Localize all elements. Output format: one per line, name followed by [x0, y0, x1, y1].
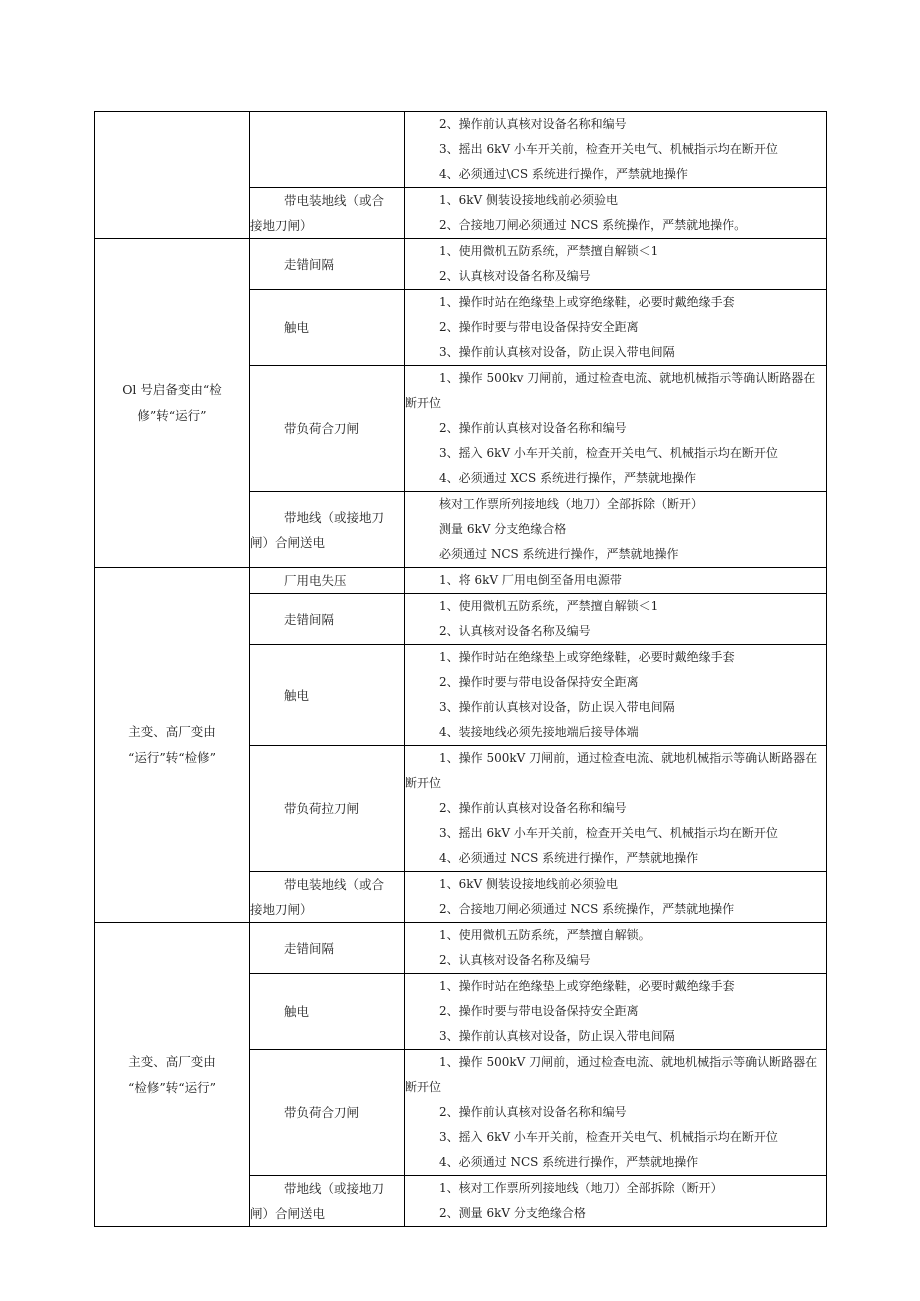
hazard-cell	[250, 1050, 405, 1176]
measure-item: 1、使用微机五防系统，严禁擅自解锁＜1	[439, 244, 659, 258]
hazard-cell	[250, 872, 405, 923]
measures-cell	[405, 645, 827, 746]
measure-item: 1、使用微机五防系统，严禁擅自解锁。	[439, 928, 651, 942]
operation-task-line: 主变、高厂变由	[128, 1053, 216, 1069]
measure-item: 3、摇入 6kV 小车开关前，检查开关电气、机械指示均在断开位	[439, 1130, 778, 1144]
measure-item: 3、操作前认真核对设备，防止误入带电间隔	[439, 1029, 675, 1043]
measure-item: 1、操作时站在绝缘垫上或穿绝缘鞋，必要时戴绝缘手套	[439, 979, 735, 993]
measures-cell	[405, 239, 827, 290]
measures-cell	[405, 746, 827, 872]
measures-cell	[405, 290, 827, 366]
measures-cell	[405, 112, 827, 188]
hazard-cell	[250, 923, 405, 974]
measure-item: 1、操作 500kV 刀闸前，通过检查电流、就地机械指示等确认断路器在断开位	[405, 751, 818, 790]
measure-item: 3、摇入 6kV 小车开关前，检查开关电气、机械指示均在断开位	[439, 446, 778, 460]
hazard-cell	[250, 568, 405, 594]
measure-item: 2、操作前认真核对设备名称和编号	[439, 117, 627, 131]
hazard-cell	[250, 290, 405, 366]
measures-cell	[405, 188, 827, 239]
measure-item: 2、认真核对设备名称及编号	[439, 953, 591, 967]
hazard-label-line: 闸）合闸送电	[250, 1206, 326, 1221]
measures-cell	[405, 366, 827, 492]
hazard-cell	[250, 112, 405, 188]
table-row	[95, 923, 827, 974]
measure-item: 1、将 6kV 厂用电倒至备用电源带	[439, 573, 622, 587]
hazard-measures-table	[94, 111, 827, 1227]
measure-item: 1、操作 500kv 刀闸前，通过检查电流、就地机械指示等确认断路器在断开位	[405, 371, 816, 410]
measure-item: 必须通过 NCS 系统进行操作，严禁就地操作	[439, 547, 679, 561]
measure-item: 2、操作时要与带电设备保持安全距离	[439, 1004, 639, 1018]
hazard-label-line: 接地刀闸）	[250, 218, 313, 233]
measure-item: 2、操作时要与带电设备保持安全距离	[439, 320, 639, 334]
measure-item: 3、摇出 6kV 小车开关前，检查开关电气、机械指示均在断开位	[439, 142, 778, 156]
measures-cell	[405, 923, 827, 974]
measure-item: 2、合接地刀闸必须通过 NCS 系统操作，严禁就地操作	[439, 902, 735, 916]
measure-item: 2、操作前认真核对设备名称和编号	[439, 421, 627, 435]
measure-item: 2、测量 6kV 分支绝缘合格	[439, 1206, 586, 1220]
operation-task-line: 修”转“运行”	[137, 408, 207, 423]
hazard-label-line: 走错间隔	[284, 940, 335, 956]
measure-item: 3、操作前认真核对设备，防止误入带电间隔	[439, 345, 675, 359]
hazard-cell	[250, 645, 405, 746]
hazard-label-line: 带地线（或接地刀	[284, 509, 385, 525]
hazard-label-line: 闸）合闸送电	[250, 534, 326, 550]
hazard-label-line: 触电	[284, 1004, 310, 1019]
operation-task-cell	[95, 568, 250, 923]
measure-item: 4、装接地线必须先接地端后接导体端	[439, 725, 639, 739]
measures-cell	[405, 492, 827, 568]
measure-item: 1、使用微机五防系统，严禁擅自解锁＜1	[439, 599, 659, 613]
measure-item: 核对工作票所列接地线（地刀）全部拆除（断开）	[439, 497, 704, 511]
hazard-cell	[250, 746, 405, 872]
hazard-cell	[250, 974, 405, 1050]
measures-cell	[405, 594, 827, 645]
hazard-label-line: 走错间隔	[284, 256, 335, 272]
hazard-cell	[250, 188, 405, 239]
operation-task-cell	[95, 112, 250, 239]
hazard-label-line: 走错间隔	[284, 611, 335, 627]
measure-item: 4、必须通过 XCS 系统进行操作，严禁就地操作	[439, 471, 696, 485]
hazard-label-line: 触电	[284, 687, 310, 703]
measure-item: 1、6kV 侧装设接地线前必须验电	[439, 193, 619, 207]
measures-cell	[405, 568, 827, 594]
measure-item: 3、摇出 6kV 小车开关前，检查开关电气、机械指示均在断开位	[439, 826, 778, 840]
measures-cell	[405, 974, 827, 1050]
hazard-label-line: 触电	[284, 320, 310, 335]
operation-task-cell	[95, 923, 250, 1227]
measure-item: 2、操作前认真核对设备名称和编号	[439, 1105, 627, 1119]
measure-item: 2、认真核对设备名称及编号	[439, 269, 591, 283]
operation-task-line: “运行”转“检修”	[127, 750, 217, 765]
operation-task-line: Ol 号启备变由“检	[122, 382, 222, 397]
hazard-cell	[250, 594, 405, 645]
measure-item: 4、必须通过\CS 系统进行操作，严禁就地操作	[439, 167, 688, 181]
hazard-label-line: 接地刀闸）	[250, 902, 313, 917]
measure-item: 4、必须通过 NCS 系统进行操作，严禁就地操作	[439, 1155, 699, 1169]
operation-task-line: “检修”转“运行”	[127, 1079, 217, 1095]
measures-cell	[405, 872, 827, 923]
hazard-cell	[250, 239, 405, 290]
hazard-label-line: 带电装地线（或合	[284, 877, 385, 892]
measure-item: 2、操作时要与带电设备保持安全距离	[439, 675, 639, 689]
operation-task-line: 主变、高厂变由	[128, 724, 216, 739]
measures-cell	[405, 1050, 827, 1176]
operation-task-cell	[95, 239, 250, 568]
measure-item: 1、6kV 侧装设接地线前必须验电	[439, 877, 619, 891]
measure-item: 3、操作前认真核对设备，防止误入带电间隔	[439, 700, 675, 714]
hazard-cell	[250, 492, 405, 568]
measure-item: 1、核对工作票所列接地线（地刀）全部拆除（断开）	[439, 1181, 723, 1195]
measure-item: 1、操作 500kV 刀闸前，通过检查电流、就地机械指示等确认断路器在断开位	[405, 1055, 818, 1094]
measure-item: 4、必须通过 NCS 系统进行操作，严禁就地操作	[439, 851, 699, 865]
hazard-label-line: 厂用电失压	[284, 573, 347, 588]
hazard-label-line: 带负荷合刀闸	[284, 1105, 360, 1120]
hazard-label-line: 带负荷拉刀闸	[284, 801, 360, 816]
table-row	[95, 112, 827, 188]
measure-item: 1、操作时站在绝缘垫上或穿绝缘鞋，必要时戴绝缘手套	[439, 650, 735, 664]
hazard-cell	[250, 366, 405, 492]
measure-item: 2、操作前认真核对设备名称和编号	[439, 801, 627, 815]
measure-item: 测量 6kV 分支绝缘合格	[439, 522, 567, 536]
hazard-label-line: 带地线（或接地刀	[284, 1181, 385, 1196]
measure-item: 1、操作时站在绝缘垫上或穿绝缘鞋，必要时戴绝缘手套	[439, 295, 735, 309]
measure-item: 2、合接地刀闸必须通过 NCS 系统操作，严禁就地操作。	[439, 218, 747, 232]
hazard-cell	[250, 1176, 405, 1227]
measure-item: 2、认真核对设备名称及编号	[439, 624, 591, 638]
hazard-label-line: 带负荷合刀闸	[284, 421, 360, 436]
measures-cell	[405, 1176, 827, 1227]
hazard-label-line: 带电装地线（或合	[284, 193, 385, 208]
table-row	[95, 568, 827, 594]
table-row	[95, 239, 827, 290]
